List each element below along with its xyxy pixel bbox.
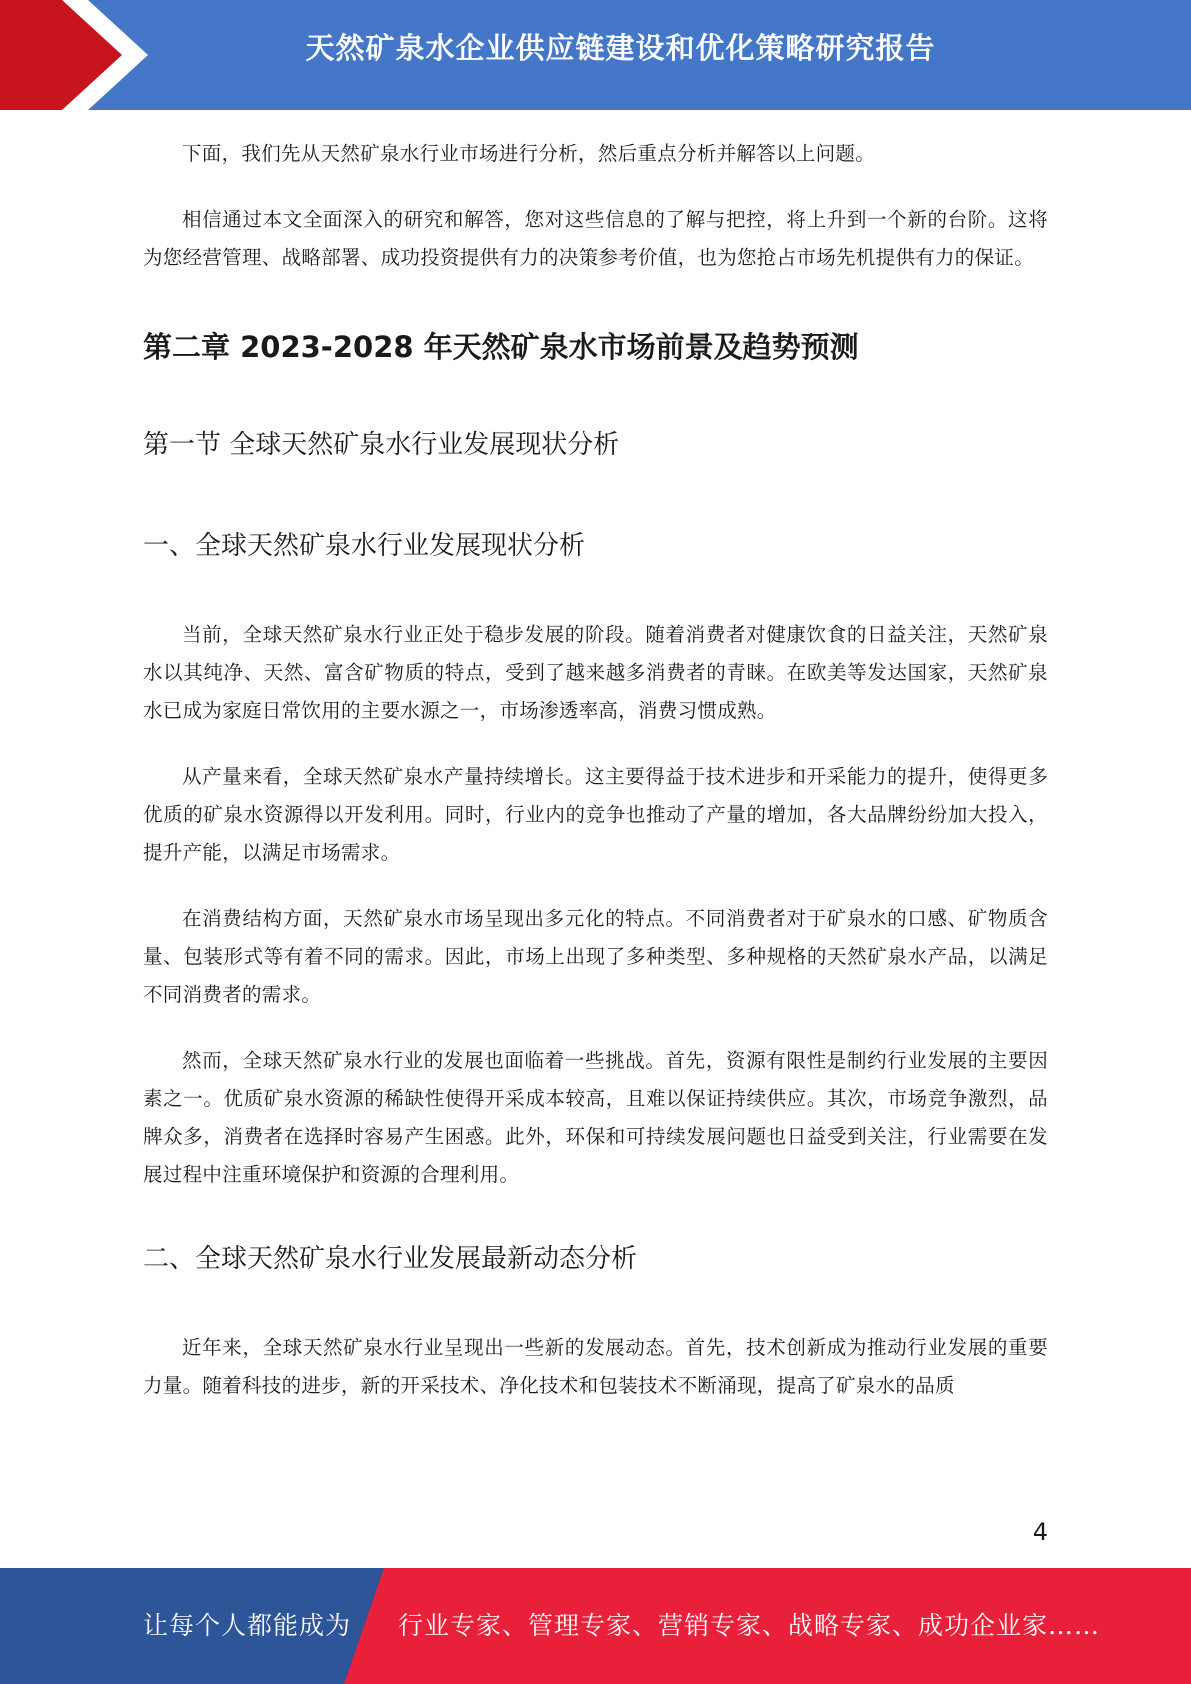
body-paragraph: 在消费结构方面，天然矿泉水市场呈现出多元化的特点。不同消费者对于矿泉水的口感、矿物质含量、包装形式等有着不同的需求。因此，市场上出现了多种类型、多种规格的天然矿泉水产品，以满足不同消费者的需求。 — [143, 907, 1048, 1006]
body-paragraph: 然而，全球天然矿泉水行业的发展也面临着一些挑战。首先，资源有限性是制约行业发展的主要因素之一。优质矿泉水资源的稀缺性使得开采成本较高，且难以保证持续供应。其次，市场竞争激烈，品牌众多，消费者在选择时容易产生困惑。此外，环保和可持续发展问题也日益受到关注，行业需要在发展过程中注重环境保护和资源的合理利用。 — [143, 1049, 1048, 1186]
report-title: 天然矿泉水企业供应链建设和优化策略研究报告 — [305, 31, 936, 65]
body-paragraph: 当前，全球天然矿泉水行业正处于稳步发展的阶段。随着消费者对健康饮食的日益关注，天然矿泉水以其纯净、天然、富含矿物质的特点，受到了越来越多消费者的青睐。在欧美等发达国家，天然矿泉水已成为家庭日常饮用的主要水源之一，市场渗透率高，消费习惯成熟。 — [143, 623, 1048, 722]
page-header — [0, 0, 1191, 110]
body-paragraph: 近年来，全球天然矿泉水行业呈现出一些新的发展动态。首先，技术创新成为推动行业发展的重要力量。随着科技的进步，新的开采技术、净化技术和包装技术不断涌现，提高了矿泉水的品质 — [143, 1336, 1048, 1397]
page-body — [143, 135, 1048, 1433]
footer-slogan-left: 让每个人都能成为 — [143, 1611, 352, 1640]
footer-slogan-right: 行业专家、管理专家、营销专家、战略专家、成功企业家…… — [398, 1611, 1101, 1640]
subsection-heading: 二、全球天然矿泉水行业发展最新动态分析 — [143, 1244, 638, 1274]
body-paragraph: 从产量来看，全球天然矿泉水产量持续增长。这主要得益于技术进步和开采能力的提升，使得更多优质的矿泉水资源得以开发利用。同时，行业内的竞争也推动了产量的增加，各大品牌纷纷加大投入，提升产能，以满足市场需求。 — [143, 765, 1048, 864]
intro-paragraph: 下面，我们先从天然矿泉水行业市场进行分析，然后重点分析并解答以上问题。 — [182, 142, 876, 165]
section-heading: 第一节 全球天然矿泉水行业发展现状分析 — [143, 430, 620, 460]
chapter-heading: 第二章 2023-2028 年天然矿泉水市场前景及趋势预测 — [143, 330, 859, 364]
subsection-heading: 一、全球天然矿泉水行业发展现状分析 — [143, 531, 586, 561]
page-footer — [0, 1568, 1191, 1684]
page-number: 4 — [1032, 1518, 1048, 1546]
intro-paragraph: 相信通过本文全面深入的研究和解答，您对这些信息的了解与把控，将上升到一个新的台阶。这将为您经营管理、战略部署、成功投资提供有力的决策参考价值，也为您抢占市场先机提供有力的保证。 — [143, 208, 1048, 269]
